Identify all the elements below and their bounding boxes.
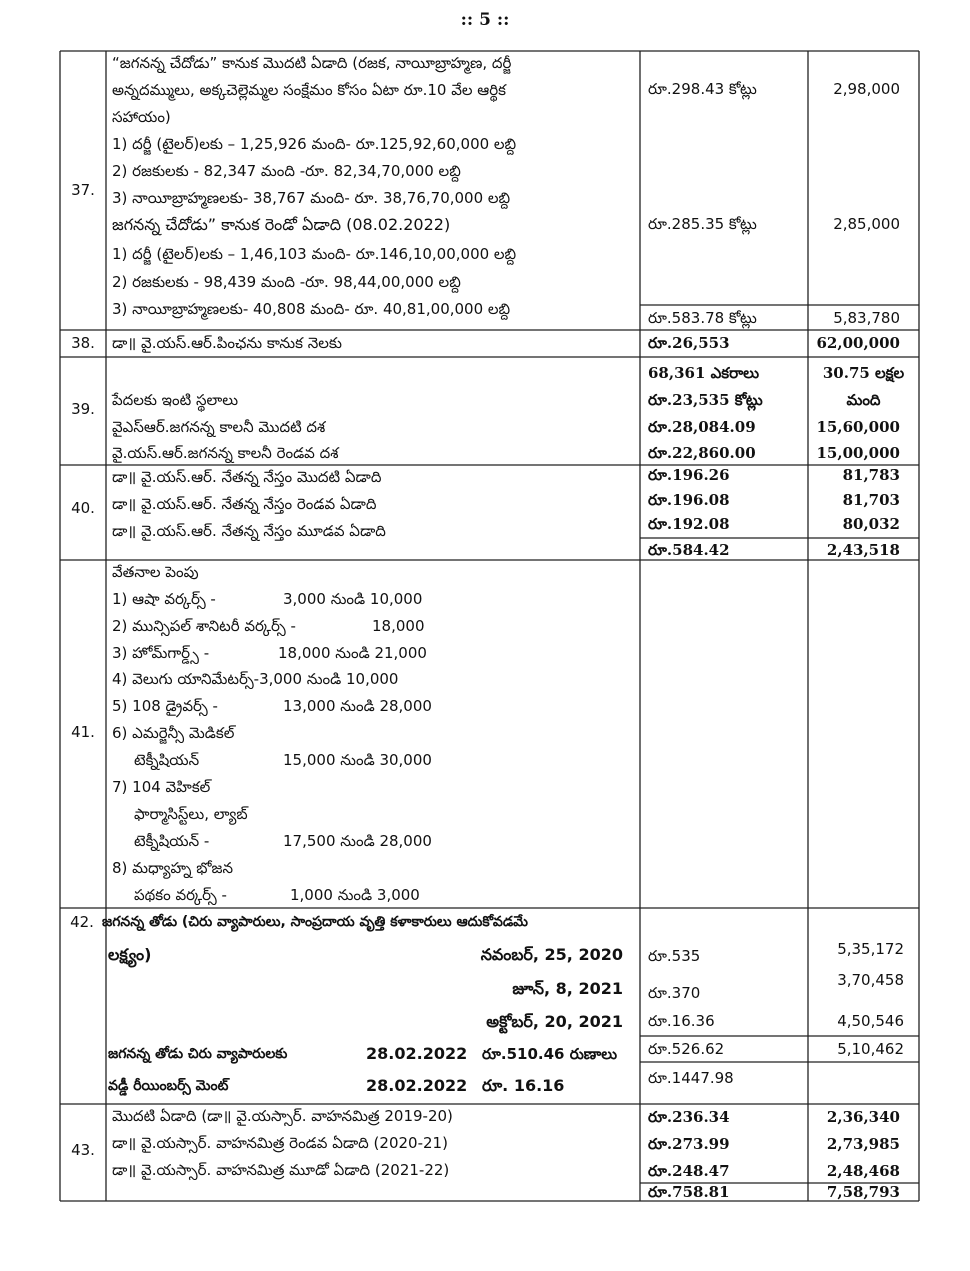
row-40-line-2: డా॥ వై.యస్.ఆర్. నేతన్న నేస్తం రెండవ ఏడాది	[112, 495, 377, 513]
row-41-item-10-label: టెక్నీషియన్ -	[134, 832, 210, 850]
row-42-date-2: జూన్, 8, 2021	[512, 979, 623, 998]
row-41-item-1-value: 3,000 నుండి 10,000	[283, 590, 423, 608]
row-41-item-1-label: 1) ఆషా వర్కర్స్ -	[112, 590, 216, 608]
row-41-item-3-label: 3) హోమ్‌గార్డ్స్ -	[112, 644, 210, 662]
row-39-amount-b: రూ.28,084.09	[648, 418, 756, 436]
row-41-item-8-label: 7) 104 వెహికల్	[112, 778, 211, 796]
row-41-item-3-value: 18,000 నుండి 21,000	[278, 644, 427, 662]
row-37-line-3: సహాయం)	[112, 108, 171, 126]
row-37-line-5: 2) రజకులకు - 82,347 మంది -రూ. 82,34,70,000 లబ్ది	[112, 162, 461, 180]
row-42-line-1: జగనన్న తోడు (చిరు వ్యాపారులు, సాంప్రదాయ వృత్తి కళాకారులు ఆదుకోవడమే	[102, 914, 528, 930]
row-41-item-4-label: 4) వెలుగు యానిమేటర్స్-3,000 నుండి 10,000	[112, 670, 399, 688]
row-37-amount-total: రూ.583.78 కోట్లు	[648, 309, 757, 327]
row-43-line-2: డా॥ వై.యస్సార్. వాహనమిత్ర రెండవ ఏడాది (2020-21)	[112, 1134, 448, 1152]
row-41-sno: 41.	[71, 723, 95, 741]
row-41-item-6-label: 6) ఎమర్జెన్సీ మెడికల్	[112, 724, 235, 742]
row-38-sno: 38.	[71, 334, 95, 352]
row-37-sno: 37.	[71, 181, 95, 199]
row-43-sno: 43.	[71, 1141, 95, 1159]
row-38-text: డా॥ వై.యస్.ఆర్.పింఛను కానుక నెలకు	[112, 334, 342, 352]
row-39-beneficiaries-c: 15,00,000	[816, 444, 900, 462]
row-37-beneficiaries-1: 2,98,000	[833, 80, 900, 98]
row-39-beneficiaries-b: 15,60,000	[816, 418, 900, 436]
row-40-amount-1: రూ.196.26	[648, 466, 730, 484]
row-39-amount-a: రూ.23,535 కోట్లు	[648, 391, 763, 409]
row-40-amount-3: రూ.192.08	[648, 515, 730, 533]
row-41-item-10-value: 17,500 నుండి 28,000	[283, 832, 432, 850]
row-42-line-5c: రూ.510.46 రుణాలు	[482, 1045, 618, 1063]
row-40-beneficiaries-2: 81,703	[842, 491, 900, 509]
row-39-line-3: వై.యస్.ఆర్.జగనన్న కాలనీ రెండవ దశ	[112, 444, 339, 462]
row-37-line-1: “జగనన్న చేదోడు” కానుక మొదటి ఏడాది (రజక, నాయీబ్రాహ్మణ, దర్జీ	[112, 54, 512, 72]
row-39-line-1: పేదలకు ఇంటి స్థలాలు	[112, 391, 239, 409]
row-37-line-7: జగనన్న చేదోడు” కానుక రెండో ఏడాది (08.02.2022)	[112, 215, 451, 234]
row-43-line-3: డా॥ వై.యస్సార్. వాహనమిత్ర మూడో ఏడాది (2021-22)	[112, 1161, 450, 1179]
row-38-amount: రూ.26,553	[648, 334, 730, 352]
row-41-item-11-label: 8) మధ్యాహ్న భోజన	[112, 859, 233, 877]
row-37-beneficiaries-total: 5,83,780	[833, 309, 900, 327]
row-37-line-6: 3) నాయీబ్రాహ్మణలకు- 38,767 మంది- రూ. 38,76,70,000 లబ్ది	[112, 189, 511, 207]
row-43-amount-total: రూ.758.81	[648, 1183, 730, 1201]
row-42-sno: 42.	[70, 913, 94, 931]
row-41-item-2-value: 18,000	[372, 617, 425, 635]
row-42-amount-2: రూ.370	[648, 984, 701, 1002]
row-37-line-4: 1) దర్జీ (టైలర్)లకు – 1,25,926 మంది- రూ.125,92,60,000 లబ్ది	[112, 135, 517, 153]
row-38-beneficiaries: 62,00,000	[816, 334, 900, 352]
row-41-heading: వేతనాల పెంపు	[112, 563, 199, 581]
row-37-line-10: 3) నాయీబ్రాహ్మణలకు- 40,808 మంది- రూ. 40,81,00,000 లబ్ది	[112, 300, 511, 318]
row-39-beneficiaries-a2: మంది	[846, 391, 881, 409]
row-43-beneficiaries-2: 2,73,985	[826, 1135, 900, 1153]
row-39-beneficiaries-a1: 30.75 లక్షల	[822, 364, 905, 382]
page-number: :: 5 ::	[460, 10, 510, 30]
row-37-line-8: 1) దర్జీ (టైలర్)లకు – 1,46,103 మంది- రూ.146,10,00,000 లబ్ది	[112, 245, 517, 263]
row-42-line-5a: జగనన్న తోడు చిరు వ్యాపారులకు	[108, 1046, 288, 1062]
row-39-acres: 68,361 ఎకరాలు	[648, 364, 760, 382]
row-40-beneficiaries-total: 2,43,518	[826, 541, 900, 559]
row-42-line-6a: వడ్డీ రీయింబర్స్ మెంట్	[108, 1078, 229, 1094]
row-40-amount-total: రూ.584.42	[648, 541, 730, 559]
row-43-amount-2: రూ.273.99	[648, 1135, 730, 1153]
row-40-beneficiaries-1: 81,783	[842, 466, 900, 484]
row-41-item-7-value: 15,000 నుండి 30,000	[283, 751, 432, 769]
row-42-beneficiaries-1: 5,35,172	[837, 940, 904, 958]
row-37-amount-1: రూ.298.43 కోట్లు	[648, 80, 757, 98]
row-37-line-2: అన్నదమ్ములు, అక్కచెల్లెమ్మల సంక్షేమం కోసం ఏటా రూ.10 వేల ఆర్థిక	[112, 81, 506, 99]
row-43-beneficiaries-total: 7,58,793	[826, 1183, 900, 1201]
row-40-sno: 40.	[71, 499, 95, 517]
row-42-amount-1: రూ.535	[648, 947, 701, 965]
row-42-amount-total: రూ.1447.98	[648, 1069, 734, 1087]
row-43-beneficiaries-3: 2,48,468	[826, 1162, 900, 1180]
row-39-amount-c: రూ.22,860.00	[648, 444, 756, 462]
row-40-line-1: డా॥ వై.యస్.ఆర్. నేతన్న నేస్తం మొదటి ఏడాది	[112, 468, 382, 486]
row-42-beneficiaries-2: 3,70,458	[837, 971, 904, 989]
row-41-item-12-value: 1,000 నుండి 3,000	[290, 886, 420, 904]
row-42-date-1: నవంబర్, 25, 2020	[480, 945, 623, 964]
row-42-amount-4: రూ.526.62	[648, 1040, 725, 1058]
row-43-beneficiaries-1: 2,36,340	[826, 1108, 900, 1126]
row-37-beneficiaries-2: 2,85,000	[833, 215, 900, 233]
row-43-amount-3: రూ.248.47	[648, 1162, 730, 1180]
row-39-sno: 39.	[71, 400, 95, 418]
row-41-item-5-value: 13,000 నుండి 28,000	[283, 697, 432, 715]
row-42-line-6c: రూ. 16.16	[482, 1076, 565, 1095]
row-40-beneficiaries-3: 80,032	[842, 515, 900, 533]
row-42-line-2: లక్ష్యం)	[108, 945, 152, 964]
row-39-line-2: వైఎస్ఆర్.జగనన్న కాలనీ మొదటి దశ	[112, 418, 326, 436]
row-43-line-1: మొదటి ఏడాది (డా॥ వై.యస్సార్. వాహనమిత్ర 2019-20)	[112, 1107, 453, 1125]
row-42-date-3: అక్టోబర్, 20, 2021	[486, 1012, 623, 1031]
row-42-line-5b: 28.02.2022	[366, 1044, 468, 1063]
row-42-amount-3: రూ.16.36	[648, 1012, 715, 1030]
row-37-amount-2: రూ.285.35 కోట్లు	[648, 215, 757, 233]
row-42-beneficiaries-4: 5,10,462	[837, 1040, 904, 1058]
row-43-amount-1: రూ.236.34	[648, 1108, 730, 1126]
row-41-item-12-label: పథకం వర్కర్స్ -	[134, 886, 227, 904]
row-41-item-2-label: 2) మున్సిపల్ శానిటరీ వర్కర్స్ -	[112, 617, 296, 635]
row-40-line-3: డా॥ వై.యస్.ఆర్. నేతన్న నేస్తం మూడవ ఏడాది	[112, 522, 386, 540]
row-41-item-7-label: టెక్నీషియన్	[134, 751, 200, 769]
row-42-beneficiaries-3: 4,50,546	[837, 1012, 904, 1030]
row-41-item-9-label: ఫార్మాసిస్ట్‌లు, ల్యాబ్	[134, 805, 248, 823]
row-42-line-6b: 28.02.2022	[366, 1076, 468, 1095]
row-37-line-9: 2) రజకులకు - 98,439 మంది -రూ. 98,44,00,000 లబ్ది	[112, 273, 461, 291]
row-41-item-5-label: 5) 108 డ్రైవర్స్ -	[112, 697, 218, 715]
row-40-amount-2: రూ.196.08	[648, 491, 730, 509]
